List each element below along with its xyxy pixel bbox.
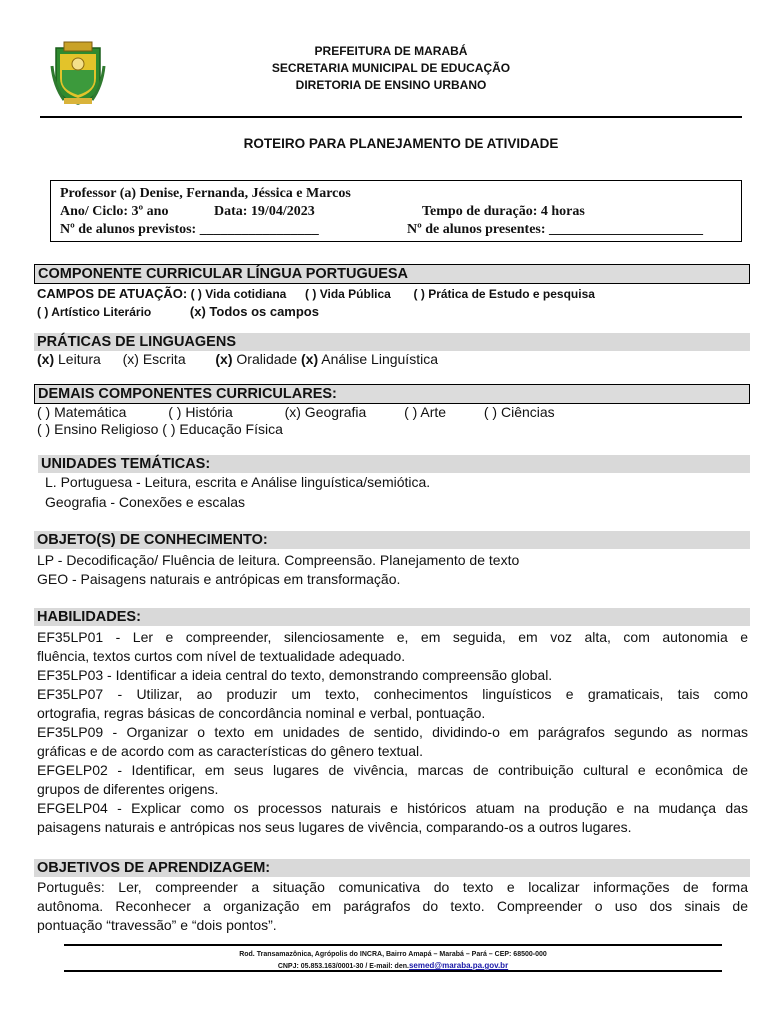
professor-line: Professor (a) Denise, Fernanda, Jéssica e Marcos — [60, 186, 351, 201]
tempo-duracao: Tempo de duração: 4 horas — [422, 204, 585, 219]
objetivos-line: pontuação “travessão” e “dois pontos”. — [37, 917, 277, 933]
habilidades-line: EF35LP09 - Organizar o texto em unidades de sentido, dividindo-o em parágrafos segundo as normas — [37, 724, 748, 740]
ano-ciclo: Ano/ Ciclo: 3º ano — [60, 204, 169, 219]
footer-email-link[interactable]: semed@maraba.pa.gov.br — [408, 961, 509, 970]
objetos-line1: LP - Decodificação/ Fluência de leitura. Compreensão. Planejamento de texto — [37, 552, 520, 568]
campos-atuacao-row2 — [37, 302, 319, 322]
campos-todos: (x) Todos os campos — [189, 304, 319, 319]
footer-divider-bottom — [64, 970, 722, 972]
praticas-mark-analise: (x) — [301, 351, 319, 367]
demais-ciencias: ( ) Ciências — [483, 404, 555, 420]
habilidades-line: gráficas e de acordo com as características do gênero textual. — [37, 743, 423, 759]
praticas-escrita: (x) Escrita — [122, 351, 186, 367]
habilidades-list — [37, 628, 748, 837]
objetivos-line: autônoma. Reconhecer a organização em parágrafos do texto. Compreender o uso dos sinais de — [37, 898, 748, 914]
section-habilidades-heading: HABILIDADES: — [34, 608, 750, 626]
praticas-mark-oralidade: (x) — [215, 351, 233, 367]
page-title: ROTEIRO PARA PLANEJAMENTO DE ATIVIDADE — [243, 136, 559, 151]
section-objetivos-heading: OBJETIVOS DE APRENDIZAGEM: — [34, 859, 750, 877]
habilidades-line: EFGELP02 - Identificar, em seus lugares de vivência, marcas de contribuição cultural e econômica de — [37, 762, 748, 778]
alunos-previstos: Nº de alunos previstos: _________________ — [60, 222, 319, 237]
demais-row2: ( ) Ensino Religioso ( ) Educação Física — [37, 421, 283, 437]
campos-artistico: ( ) Artístico Literário — [37, 305, 152, 319]
habilidades-line: EF35LP03 - Identificar a ideia central do texto, demonstrando compreensão global. — [37, 667, 553, 683]
demais-geografia: (x) Geografia — [284, 404, 367, 420]
habilidades-line: grupos de diferentes origens. — [37, 781, 219, 797]
praticas-leitura: Leitura — [58, 351, 101, 367]
unidades-line1: L. Portuguesa - Leitura, escrita e Análise linguística/semiótica. — [45, 474, 431, 490]
objetos-line2: GEO - Paisagens naturais e antrópicas em transformação. — [37, 571, 401, 587]
praticas-oralidade: Oralidade — [236, 351, 298, 367]
section-unidades-heading: UNIDADES TEMÁTICAS: — [38, 455, 750, 473]
footer-cnpj: CNPJ: 05.853.163/0001-30 / E-mail: den. — [277, 963, 409, 970]
habilidades-line: ortografia, regras básicas de concordância nominal e verbal, pontuação. — [37, 705, 486, 721]
section-demais-heading: DEMAIS COMPONENTES CURRICULARES: — [34, 384, 750, 404]
objetivos-text — [37, 878, 748, 935]
footer-address: Rod. Transamazônica, Agrópolis do INCRA, Bairro Amapá – Marabá – Pará – CEP: 68500-000 — [239, 951, 547, 958]
section-objetos-heading: OBJETO(S) DE CONHECIMENTO: — [34, 531, 750, 549]
objetivos-line: Português: Ler, compreender a situação comunicativa do texto e localizar informações de forma — [37, 879, 748, 895]
praticas-options — [37, 350, 438, 369]
header-divider — [40, 116, 742, 118]
habilidades-line: EFGELP04 - Explicar como os processos naturais e históricos atuam na produção e na mudança das — [37, 800, 748, 816]
campos-vida-publica: ( ) Vida Pública — [305, 287, 391, 301]
header-line-secretaria: SECRETARIA MUNICIPAL DE EDUCAÇÃO — [271, 61, 511, 75]
footer-contact — [64, 961, 722, 970]
campos-label: CAMPOS DE ATUAÇÃO: — [37, 286, 188, 301]
data-field: Data: 19/04/2023 — [214, 204, 315, 219]
teacher-info-box — [50, 180, 742, 242]
header-line-prefeitura: PREFEITURA DE MARABÁ — [314, 44, 468, 58]
demais-matematica: ( ) Matemática — [37, 404, 127, 420]
alunos-presentes: Nº de alunos presentes: ______________________ — [407, 222, 704, 237]
praticas-analise: Análise Linguística — [321, 351, 438, 367]
footer-divider-top — [64, 944, 722, 946]
demais-arte: ( ) Arte — [404, 404, 447, 420]
praticas-mark-leitura: (x) — [37, 351, 55, 367]
section-componente-heading: COMPONENTE CURRICULAR LÍNGUA PORTUGUESA — [34, 264, 750, 284]
habilidades-line: paisagens naturais e antrópicas nos seus lugares de vivência, comparando-os a outros lugares. — [37, 819, 632, 835]
unidades-line2: Geografia - Conexões e escalas — [45, 494, 245, 510]
section-praticas-heading: PRÁTICAS DE LINGUAGENS — [34, 333, 750, 351]
campos-pratica-estudo: ( ) Prática de Estudo e pesquisa — [413, 287, 595, 301]
habilidades-line: EF35LP01 - Ler e compreender, silenciosamente e, em seguida, em voz alta, com autonomia e — [37, 629, 748, 645]
header-institution — [0, 43, 768, 94]
campos-vida-cotidiana: ( ) Vida cotidiana — [190, 287, 287, 301]
habilidades-line: EF35LP07 - Utilizar, ao produzir um texto, conhecimentos linguísticos e gramaticais, tais como — [37, 686, 748, 702]
campos-atuacao-row1 — [37, 284, 595, 304]
demais-historia: ( ) História — [168, 404, 233, 420]
habilidades-line: fluência, textos curtos com nível de textualidade adequado. — [37, 648, 406, 664]
header-line-diretoria: DIRETORIA DE ENSINO URBANO — [295, 78, 487, 92]
